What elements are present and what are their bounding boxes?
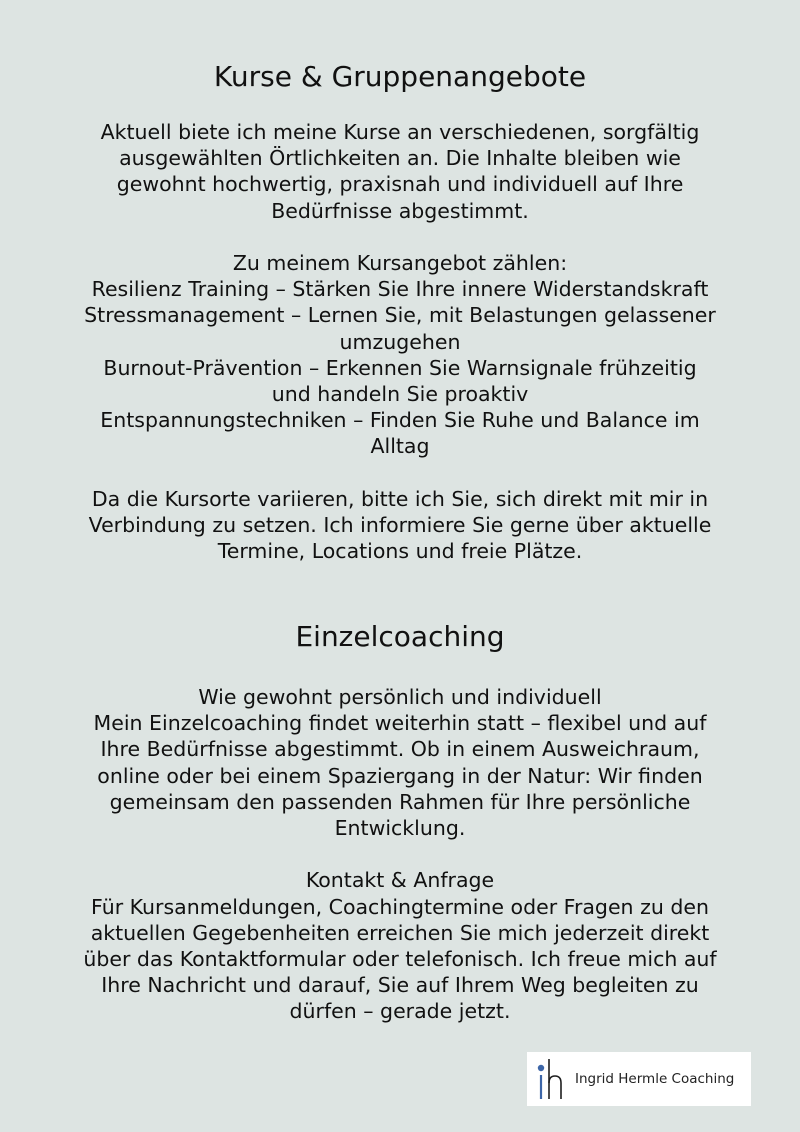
contact-line: über das Kontaktformular oder telefonisch. Ich freue mich auf (83, 947, 717, 972)
course-offer-line: und handeln Sie proaktiv (271, 382, 529, 407)
course-offer-line: Burnout-Prävention – Erkennen Sie Warnsignale frühzeitig (103, 355, 697, 380)
courses-note-line: Termine, Locations und freie Plätze. (217, 539, 583, 564)
courses-intro-line: Bedürfnisse abgestimmt. (271, 198, 529, 223)
contact-line: Ihre Nachricht und darauf, Sie auf Ihrem Weg begleiten zu (101, 973, 699, 998)
courses-section (40, 119, 760, 564)
ih-monogram-icon (535, 1056, 567, 1102)
courses-note-line: Verbindung zu setzen. Ich informiere Sie gerne über aktuelle (88, 513, 712, 538)
coaching-body-line: Mein Einzelcoaching findet weiterhin statt – flexibel und auf (93, 711, 707, 736)
course-offer-line: Resilienz Training – Stärken Sie Ihre innere Widerstandskraft (91, 277, 709, 302)
contact-heading: Kontakt & Anfrage (305, 868, 495, 893)
coaching-body-line: Ihre Bedürfnisse abgestimmt. Ob in einem Ausweichraum, (100, 737, 700, 762)
course-offer-line: Stressmanagement – Lernen Sie, mit Belastungen gelassener (84, 303, 716, 328)
courses-intro-line: ausgewählten Örtlichkeiten an. Die Inhalte bleiben wie (119, 146, 681, 171)
coaching-section (40, 684, 760, 1025)
course-offer-line: Alltag (370, 434, 430, 459)
course-offer-line: umzugehen (339, 329, 461, 354)
logo-dot (538, 1065, 544, 1071)
coaching-subtitle: Wie gewohnt persönlich und individuell (198, 685, 602, 709)
contact-line: Für Kursanmeldungen, Coachingtermine oder Fragen zu den (91, 894, 709, 919)
coaching-body-line: Entwicklung. (334, 816, 466, 841)
coaching-body-line: gemeinsam den passenden Rahmen für Ihre persönliche (109, 789, 691, 814)
contact-line: dürfen – gerade jetzt. (289, 999, 511, 1024)
coaching-title: Einzelcoaching (295, 620, 505, 653)
courses-intro-line: Aktuell biete ich meine Kurse an verschiedenen, sorgfältig (100, 120, 700, 144)
brand-logo (527, 1052, 751, 1106)
coaching-body-line: online oder bei einem Spaziergang in der Natur: Wir finden (97, 763, 703, 788)
courses-intro-line: gewohnt hochwertig, praxisnah und individuell auf Ihre (116, 172, 684, 197)
course-offer-heading: Zu meinem Kursangebot zählen: (232, 251, 568, 275)
logo-h-arch (549, 1076, 561, 1099)
brand-name: Ingrid Hermle Coaching (575, 1071, 735, 1087)
courses-title: Kurse & Gruppenangebote (213, 60, 587, 93)
contact-line: aktuellen Gegebenheiten erreichen Sie mich jederzeit direkt (90, 920, 710, 945)
course-offer-line: Entspannungstechniken – Finden Sie Ruhe und Balance im (100, 408, 700, 433)
courses-note-line: Da die Kursorte variieren, bitte ich Sie, sich direkt mit mir in (91, 486, 709, 511)
